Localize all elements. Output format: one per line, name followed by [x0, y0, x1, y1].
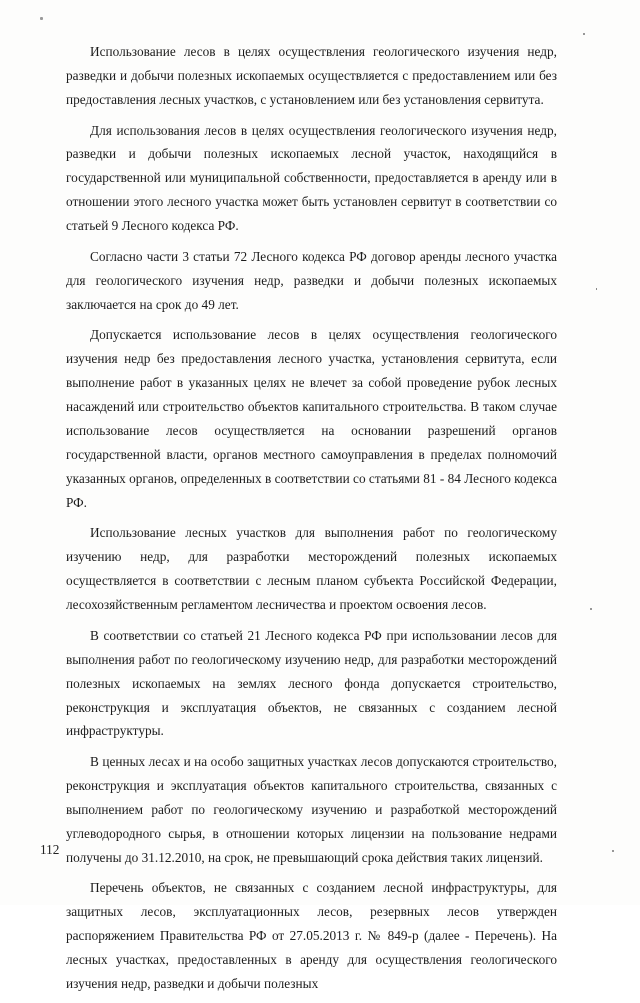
scan-speck	[590, 608, 592, 610]
document-body	[66, 40, 557, 1003]
paragraph: Допускается использование лесов в целях осуществления геологического изучения недр без предоставления лесного участка, установления сервитута, если выполнение работ в указанных целях не влечет за собой проведение рубок лесных насаждений или строительство объектов капитального строительства. В таком случае использование лесов осуществляется на основании разрешений органов государственной власти, органов местного самоуправления в пределах полномочий указанных органов, определенных в соответствии со статьями 81 - 84 Лесного кодекса РФ.	[66, 327, 557, 510]
paragraph: В ценных лесах и на особо защитных участках лесов допускаются строительство, реконструкция и эксплуатация объектов капитального строительства, связанных с выполнением работ по геологическому изучению и разработкой месторождений углеводородного сырья, в отношении которых лицензии на пользование недрами получены до 31.12.2010, на срок, не превышающий срока действия таких лицензий.	[66, 754, 557, 865]
paragraph: Использование лесных участков для выполнения работ по геологическому изучению недр, для разработки месторождений полезных ископаемых осуществляется в соответствии с лесным планом субъекта Российской Федерации, лесохозяйственным регламентом лесничества и проектом освоения лесов.	[66, 525, 557, 613]
scan-speck	[596, 288, 597, 290]
scan-speck	[40, 17, 43, 20]
scan-speck	[583, 33, 585, 35]
page-number: 112	[40, 842, 60, 857]
paragraph: В соответствии со статьей 21 Лесного кодекса РФ при использовании лесов для выполнения работ по геологическому изучению недр, для разработки месторождений полезных ископаемых на землях лесного фонда допускается строительство, реконструкция и эксплуатация объектов, не связанных с созданием лесной инфраструктуры.	[66, 627, 557, 739]
paragraph: Использование лесов в целях осуществления геологического изучения недр, разведки и добычи полезных ископаемых осуществляется с предоставлением или без предоставления лесных участков, с установлением или без установления сервитута.	[66, 44, 557, 107]
scan-speck	[612, 850, 614, 852]
paragraph: Перечень объектов, не связанных с созданием лесной инфраструктуры, для защитных лесов, эксплуатационных лесов, резервных лесов утвержден распоряжением Правительства РФ от 27.05.2013 г. № 849-р (далее - Перечень). На лесных участках, предоставленных в аренду для осуществления геологического изучения недр, разведки и добычи полезных	[66, 880, 557, 992]
paragraph: Для использования лесов в целях осуществления геологического изучения недр, разведки и добычи полезных ископаемых лесной участок, находящийся в государственной или муниципальной собственности, предоставляется в аренду или в отношении этого лесного участка может быть установлен сервитут в соответствии со статьей 9 Лесного кодекса РФ.	[66, 122, 557, 234]
paragraph: Согласно части 3 статьи 72 Лесного кодекса РФ договор аренды лесного участка для геологического изучения недр, разведки и добычи полезных ископаемых заключается на срок до 49 лет.	[66, 248, 557, 312]
